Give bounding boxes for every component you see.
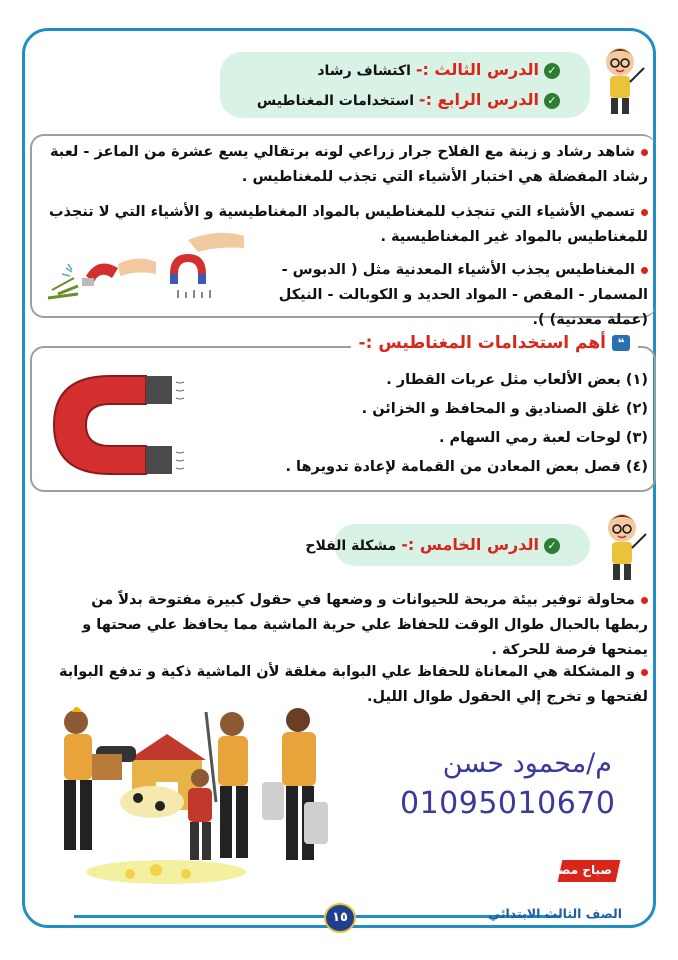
lesson5-title: مشكلة الفلاح [305, 538, 397, 554]
bullet-dot [641, 267, 648, 274]
lesson5-label: الدرس الخامس :- [401, 535, 539, 554]
farm-family-illustration [36, 702, 336, 892]
author-phone: 01095010670 [400, 786, 616, 821]
check-icon: ✓ [544, 63, 560, 79]
uses-item-1: (١) بعض الألعاب مثل عربات القطار . [386, 372, 648, 388]
check-icon: ✓ [544, 93, 560, 109]
check-icon: ✓ [544, 538, 560, 554]
lesson5-item-2: و المشكلة هي المعاناة للحفاظ علي البوابة مغلقة لأن الماشية ذكية و تدفع البوابة لفتحها و تخرج إلي الحقول طوال الليل. [59, 664, 648, 705]
horseshoe-magnet-illustration [50, 366, 190, 484]
lesson3-line [317, 60, 560, 79]
lesson4-label: الدرس الرابع :- [418, 90, 539, 109]
lesson3-title: اكتشاف رشاد [317, 63, 411, 79]
summary-item-1: شاهد رشاد و زينة مع الفلاح جرار زراعي لونه برتقالي يسع عشرة من الماعز - لعبة رشاد المفضلة هي اختبار الأشياء التي تجذب للمغناطيس . [50, 144, 648, 185]
bullet-dot [641, 669, 648, 676]
lesson5-item-1: محاولة توفير بيئة مريحة للحيوانات و وضعها في حقول كبيرة مفتوحة بدلاً من ربطها بالحبال طوال الوقت للحفاظ علي حرية الماشية مما يحافظ علي صحتها و يمنحها فرصة للحركة . [82, 592, 648, 658]
grade-label: الصف الثالث الابتدائي [488, 906, 622, 921]
bullet-dot [641, 149, 648, 156]
magnet-hands-illustration [38, 228, 258, 308]
bullet-dot [641, 209, 648, 216]
watermark-logo [518, 860, 618, 882]
author-name: م/محمود حسن [442, 748, 612, 779]
boy-mascot-illustration [594, 508, 650, 584]
watermark-text: صباح مصر [551, 863, 612, 877]
lesson5-line [305, 535, 560, 554]
uses-heading: ❝أهم استخدامات المغناطيس :- [351, 333, 638, 353]
page-number-badge [324, 903, 356, 933]
lesson4-title: استخدامات المغناطيس [256, 93, 415, 109]
boy-mascot-illustration [592, 42, 648, 118]
uses-item-2: (٢) غلق الصناديق و المحافظ و الخزائن . [361, 401, 648, 417]
quote-icon: ❝ [612, 335, 630, 351]
uses-item-3: (٣) لوحات لعبة رمي السهام . [438, 430, 648, 446]
bullet-dot [641, 597, 648, 604]
page-number: ١٥ [332, 910, 348, 925]
uses-item-4: (٤) فصل بعض المعادن من القمامة لإعادة تدويرها . [285, 459, 648, 475]
lesson3-label: الدرس الثالث :- [415, 60, 539, 79]
lesson4-line [257, 90, 560, 109]
summary-item-2: تسمي الأشياء التي تنجذب للمغناطيس بالمواد المغناطيسية و الأشياء التي لا تنجذب للمغناطيس بالمواد غير المغناطيسية . [48, 204, 648, 245]
summary-item-3: المغناطيس يجذب الأشياء المعدنية مثل ( الدبوس - المسمار - المقص - المواد الحديد و الكوبالت - النيكل (عملة معدنية) ). [278, 262, 648, 328]
